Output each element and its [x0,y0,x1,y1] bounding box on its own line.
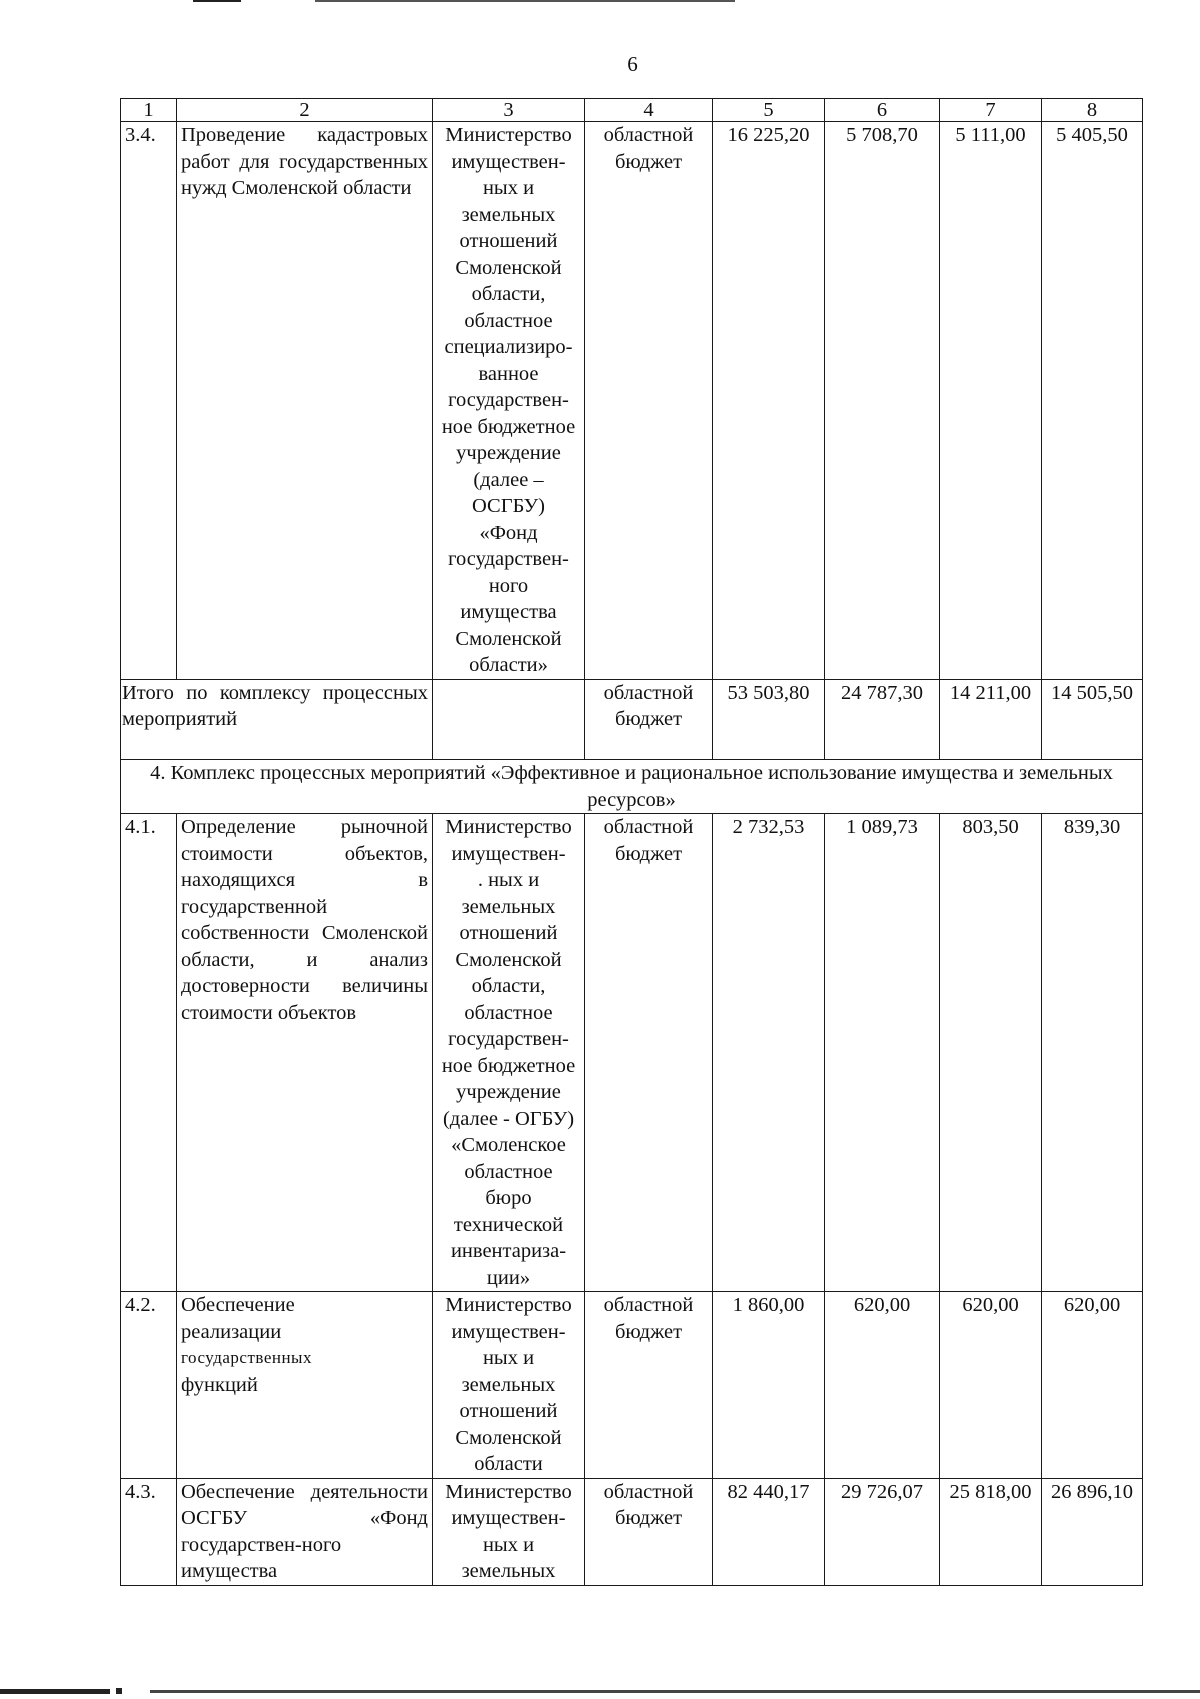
header-cell-6: 6 [825,99,940,122]
activity-name: Определение рыночной стоимости объектов, находящихся в государственной собственности Смоленской области, и анализ достоверности величины стоимости объектов [177,814,433,1292]
program-table [120,98,1143,1586]
table-row-4-2 [121,1292,1143,1479]
total-amount: 1 860,00 [713,1292,825,1479]
header-cell-4: 4 [585,99,713,122]
total-amount: 16 225,20 [713,122,825,680]
year2-amount: 25 818,00 [940,1478,1042,1585]
activity-name: Обеспечение деятельности ОСГБУ «Фонд государствен-ного имущества [177,1478,433,1585]
total-amount: 53 503,80 [713,679,825,760]
activity-name-line1: Обеспечение реализации [181,1294,295,1343]
year2-amount: 5 111,00 [940,122,1042,680]
header-cell-3: 3 [433,99,585,122]
funding-source: областной бюджет [585,814,713,1292]
scan-artifact-bottom-right [150,1690,1200,1693]
funding-source: областной бюджет [585,122,713,680]
executor: Министерство имуществен- . ных и земельных отношений Смоленской области, областное государствен- ное бюджетное учреждение (далее - ОГБУ) «Смоленское областное бюро технической инвентариза- ции» [433,814,585,1292]
year3-amount: 14 505,50 [1042,679,1143,760]
executor-empty [433,679,585,760]
year2-amount: 14 211,00 [940,679,1042,760]
year3-amount: 839,30 [1042,814,1143,1292]
year1-amount: 620,00 [825,1292,940,1479]
header-cell-1: 1 [121,99,177,122]
year1-amount: 29 726,07 [825,1478,940,1585]
row-number: 4.2. [121,1292,177,1479]
table-row-4-3 [121,1478,1143,1585]
funding-source: областной бюджет [585,1478,713,1585]
year2-amount: 803,50 [940,814,1042,1292]
total-amount: 82 440,17 [713,1478,825,1585]
header-cell-5: 5 [713,99,825,122]
funding-source: областной бюджет [585,679,713,760]
total-amount: 2 732,53 [713,814,825,1292]
executor: Министерство имуществен- ных и земельных отношений Смоленской области, областное специализиро- ванное государствен- ное бюджетное учреждение (далее – ОСГБУ) «Фонд государствен- ного имущества Смоленской области» [433,122,585,680]
scan-artifact-top-right [315,0,735,2]
year1-amount: 1 089,73 [825,814,940,1292]
scan-artifact-bottom-left [0,1689,110,1694]
total-row [121,679,1143,760]
scan-artifact-bottom-dot [116,1688,122,1694]
table-row-4-1 [121,814,1143,1292]
year3-amount: 5 405,50 [1042,122,1143,680]
activity-name-line3: функций [181,1373,258,1396]
header-cell-7: 7 [940,99,1042,122]
total-label: Итого по комплексу процессных мероприятий [121,679,433,760]
activity-name [177,1292,433,1479]
funding-source: областной бюджет [585,1292,713,1479]
executor: Министерство имуществен- ных и земельных [433,1478,585,1585]
row-number: 4.1. [121,814,177,1292]
year3-amount: 620,00 [1042,1292,1143,1479]
section-title: 4. Комплекс процессных мероприятий «Эффективное и рациональное использование имущества и земельных ресурсов» [121,760,1143,814]
activity-name: Проведение кадастровых работ для государственных нужд Смоленской области [177,122,433,680]
row-number: 4.3. [121,1478,177,1585]
executor: Министерство имуществен- ных и земельных отношений Смоленской области [433,1292,585,1479]
row-number: 3.4. [121,122,177,680]
year3-amount: 26 896,10 [1042,1478,1143,1585]
header-cell-2: 2 [177,99,433,122]
activity-name-line2: государственных [181,1348,312,1367]
header-cell-8: 8 [1042,99,1143,122]
table-row-3-4 [121,122,1143,680]
year2-amount: 620,00 [940,1292,1042,1479]
year1-amount: 5 708,70 [825,122,940,680]
section-row [121,760,1143,814]
page-number: 6 [627,52,638,76]
year1-amount: 24 787,30 [825,679,940,760]
scan-artifact-top-left [193,0,241,2]
header-row [121,99,1143,122]
